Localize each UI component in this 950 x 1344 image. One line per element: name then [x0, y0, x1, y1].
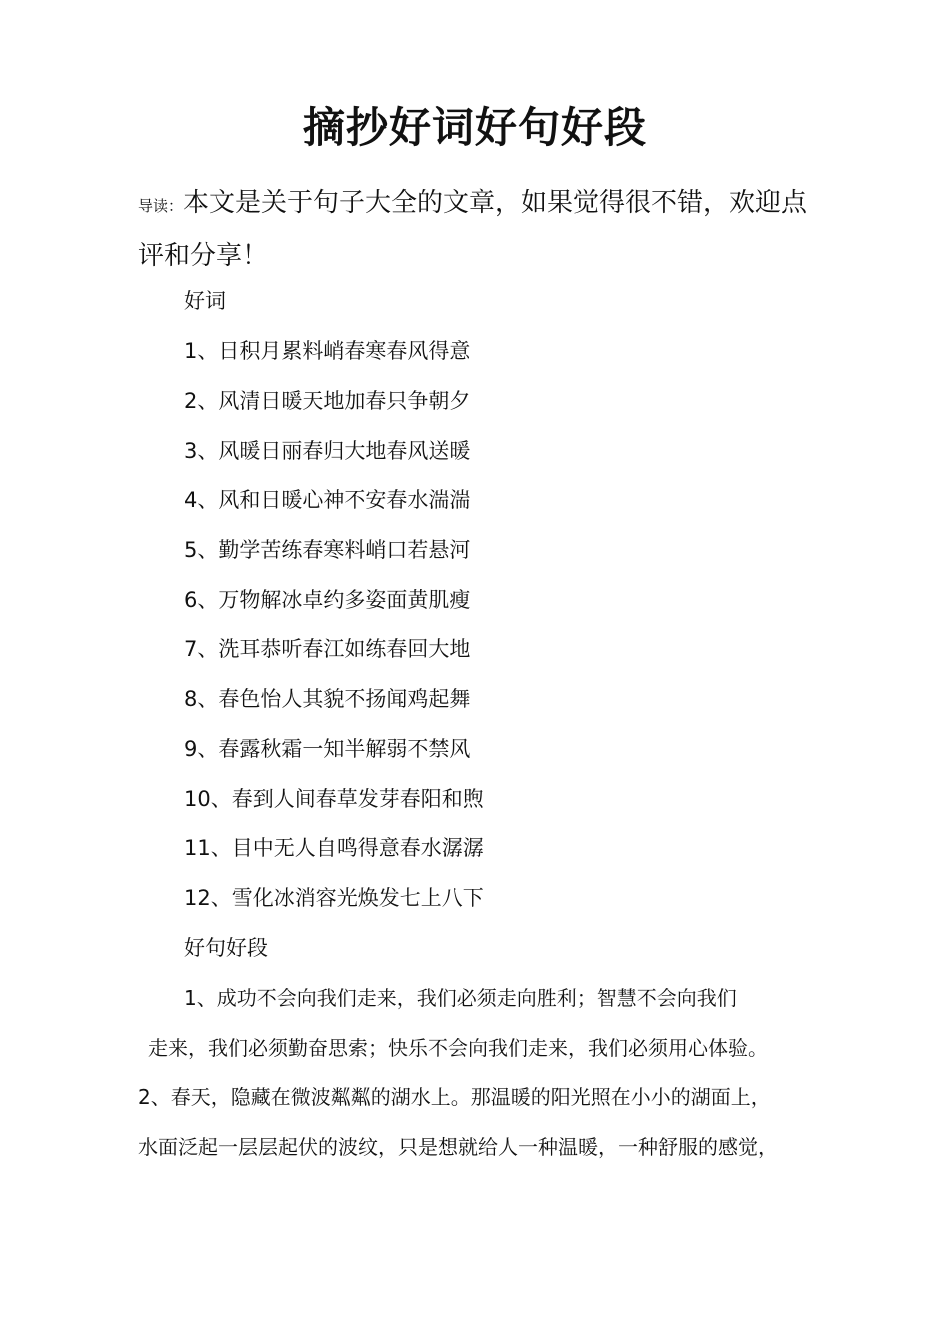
- sentences-heading: 好句好段: [184, 936, 268, 960]
- word-item: 11、目中无人自鸣得意春水潺潺: [184, 836, 484, 860]
- word-item: 9、春露秋霜一知半解弱不禁风: [184, 737, 471, 761]
- word-item: 3、风暖日丽春归大地春风送暖: [184, 439, 471, 463]
- page-title: 摘抄好词好句好段: [302, 103, 647, 152]
- intro-label: 导读：: [138, 197, 184, 215]
- paragraph-line: 2、春天，隐藏在微波粼粼的湖水上。那温暖的阳光照在小小的湖面上，: [138, 1085, 771, 1109]
- word-item: 12、雪化冰消容光焕发七上八下: [184, 886, 484, 910]
- words-heading: 好词: [184, 289, 226, 313]
- word-item: 8、春色怡人其貌不扬闻鸡起舞: [184, 687, 471, 711]
- word-item: 1、日积月累料峭春寒春风得意: [184, 339, 471, 363]
- intro-paragraph: [138, 178, 828, 281]
- paragraph-line: 1、成功不会向我们走来，我们必须走向胜利；智慧不会向我们: [184, 986, 737, 1010]
- word-item: 7、洗耳恭听春江如练春回大地: [184, 637, 471, 661]
- word-item: 10、春到人间春草发芽春阳和煦: [184, 787, 484, 811]
- intro-text: 本文是关于句子大全的文章，如果觉得很不错，欢迎点评和分享！: [138, 188, 808, 271]
- word-item: 4、风和日暖心神不安春水湍湍: [184, 488, 471, 512]
- paragraph-line: 水面泛起一层层起伏的波纹，只是想就给人一种温暖，一种舒服的感觉，: [138, 1135, 778, 1159]
- word-item: 5、勤学苦练春寒料峭口若悬河: [184, 538, 471, 562]
- word-item: 2、风清日暖天地加春只争朝夕: [184, 389, 471, 413]
- word-item: 6、万物解冰卓约多姿面黄肌瘦: [184, 588, 471, 612]
- paragraph-line: 走来，我们必须勤奋思索；快乐不会向我们走来，我们必须用心体验。: [148, 1036, 768, 1060]
